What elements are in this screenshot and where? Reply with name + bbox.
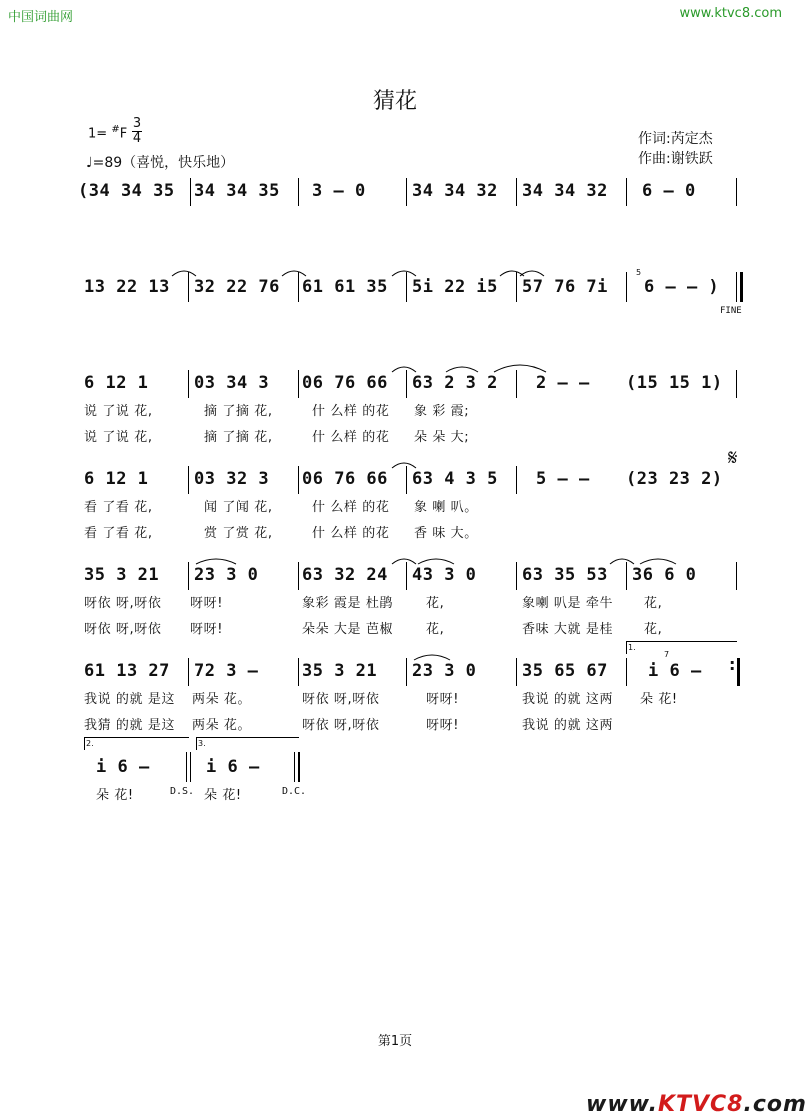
lyric: 呀呀! — [426, 692, 460, 707]
site-url-right: www.ktvc8.com — [679, 6, 782, 21]
repeat-dots: : — [729, 655, 736, 674]
grace-note: 7 — [664, 650, 670, 659]
lyric: 赏 了赏 花, — [204, 526, 273, 541]
measure: 61 13 27 — [84, 661, 170, 681]
lyric: 象喇 叭是 牵牛 — [522, 596, 614, 611]
measure: 6 – – ) — [644, 277, 720, 297]
measure: i 6 – — [648, 661, 702, 681]
measure: 06 76 66 — [302, 373, 388, 393]
lyricist: 作词:芮定杰 — [638, 131, 713, 147]
measure: 5 – – — [536, 469, 590, 489]
measure: (34 34 35 — [78, 181, 175, 201]
lyric: 朵 朵 大; — [414, 430, 470, 445]
measure: 03 32 3 — [194, 469, 270, 489]
measure: 23 3 0 — [412, 661, 477, 681]
measure: 63 2 3 2 — [412, 373, 498, 393]
measure: 34 34 32 — [412, 181, 498, 201]
measure: (23 23 2) — [626, 469, 723, 489]
measure: 35 3 21 — [84, 565, 160, 585]
lyric: 花, — [426, 596, 445, 611]
lyric: 我说 的就 这两 — [522, 692, 614, 707]
key-signature: 1= #F — [88, 124, 128, 142]
lyric: 呀依 呀,呀依 — [302, 692, 380, 707]
lyric: 香味 大就 是桂 — [522, 622, 614, 637]
lyric: 呀呀! — [190, 596, 224, 611]
lyric: 两朵 花。 — [192, 692, 252, 707]
lyric: 呀依 呀,呀依 — [84, 622, 162, 637]
quarter-note-icon: ♩ — [86, 155, 93, 171]
measure: 63 35 53 — [522, 565, 608, 585]
measure: 34 34 35 — [194, 181, 280, 201]
lyric: 什 么样 的花 — [312, 430, 390, 445]
lyric: 朵 花! — [204, 788, 242, 803]
lyric: 什 么样 的花 — [312, 526, 390, 541]
lyric: 闻 了闻 花, — [204, 500, 273, 515]
time-signature: 3 4 — [132, 116, 142, 146]
measure: 6 12 1 — [84, 469, 149, 489]
measure: 63 32 24 — [302, 565, 388, 585]
lyric: 摘 了摘 花, — [204, 404, 273, 419]
lyric: 看 了看 花, — [84, 526, 153, 541]
volta-label: 1. — [628, 643, 636, 652]
measure: 5i 22 i5 — [412, 277, 498, 297]
lyric: 说 了说 花, — [84, 430, 153, 445]
lyric: 什 么样 的花 — [312, 404, 390, 419]
measure: (15 15 1) — [626, 373, 723, 393]
lyric: 呀呀! — [190, 622, 224, 637]
measure: 57 76 7i — [522, 277, 608, 297]
measure: 2 – – — [536, 373, 590, 393]
lyric: 花, — [644, 596, 663, 611]
measure: 43 3 0 — [412, 565, 477, 585]
measure: i 6 – — [96, 757, 150, 777]
lyric: 花, — [426, 622, 445, 637]
lyric: 呀依 呀,呀依 — [84, 596, 162, 611]
measure: 72 3 – — [194, 661, 259, 681]
measure: 6 – 0 — [642, 181, 696, 201]
composer: 作曲:谢铁跃 — [638, 151, 713, 167]
dc-mark: D.C. — [282, 786, 307, 797]
volta-label: 2. — [86, 739, 94, 748]
lyric: 朵 花! — [640, 692, 678, 707]
lyric: 我猜 的就 是这 — [84, 718, 176, 733]
ds-mark: D.S. — [170, 786, 195, 797]
measure: 36 6 0 — [632, 565, 697, 585]
measure: 23 3 0 — [194, 565, 259, 585]
segno-icon: 𝄋 — [728, 446, 738, 471]
lyric: 我说 的就 这两 — [522, 718, 614, 733]
lyric: 花, — [644, 622, 663, 637]
measure: 13 22 13 — [84, 277, 170, 297]
volta-label: 3. — [198, 739, 206, 748]
measure: i 6 – — [206, 757, 260, 777]
site-name-left: 中国词曲网 — [8, 10, 74, 25]
lyric: 呀呀! — [426, 718, 460, 733]
fine-mark: FINE — [720, 306, 742, 316]
measure: 35 3 21 — [302, 661, 378, 681]
lyric: 我说 的就 是这 — [84, 692, 176, 707]
measure: 63 4 3 5 — [412, 469, 498, 489]
page-number: 第1页 — [377, 1034, 413, 1049]
lyric: 朵 花! — [96, 788, 134, 803]
measure: 06 76 66 — [302, 469, 388, 489]
lyric: 象 彩 霞; — [414, 404, 470, 419]
measure: 61 61 35 — [302, 277, 388, 297]
measure: 6 12 1 — [84, 373, 149, 393]
tempo-marking: ♩=89（喜悦，快乐地） — [86, 155, 235, 171]
lyric: 象彩 霞是 杜鹃 — [302, 596, 394, 611]
lyric: 什 么样 的花 — [312, 500, 390, 515]
lyric: 朵朵 大是 芭椒 — [302, 622, 394, 637]
lyric: 说 了说 花, — [84, 404, 153, 419]
lyric: 看 了看 花, — [84, 500, 153, 515]
measure: 35 65 67 — [522, 661, 608, 681]
grace-note: 5 — [636, 268, 642, 277]
measure: 3 – 0 — [312, 181, 366, 201]
lyric: 象 喇 叭。 — [414, 500, 478, 515]
measure: 32 22 76 — [194, 277, 280, 297]
song-title: 猜花 — [372, 89, 417, 114]
measure: 34 34 32 — [522, 181, 608, 201]
lyric: 呀依 呀,呀依 — [302, 718, 380, 733]
lyric: 摘 了摘 花, — [204, 430, 273, 445]
lyric: 香 味 大。 — [414, 526, 478, 541]
brand-logo: www.KTVC8.com — [586, 1092, 807, 1117]
measure: 03 34 3 — [194, 373, 270, 393]
lyric: 两朵 花。 — [192, 718, 252, 733]
